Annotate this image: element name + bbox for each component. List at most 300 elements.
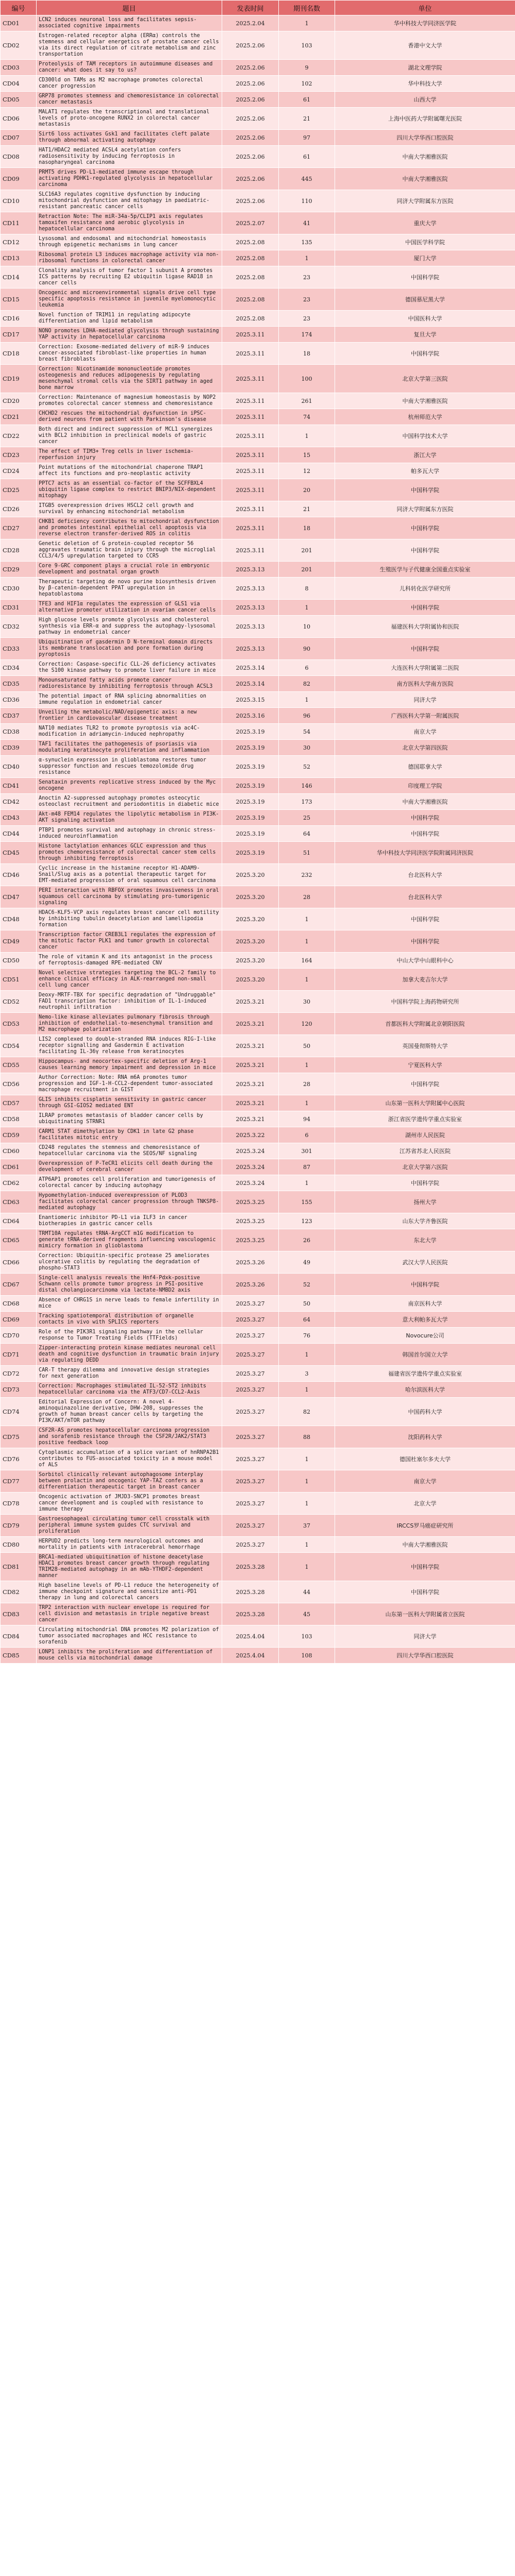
cell-id: CD13: [1, 250, 37, 266]
cell-id: CD77: [1, 1470, 37, 1493]
table-row: [1, 517, 515, 539]
table-row: [1, 1382, 515, 1398]
header-institution: 单位: [335, 1, 515, 15]
cell-institution: 儿科转化医学研究所: [335, 578, 515, 600]
cell-date: 2025.3.19: [222, 740, 279, 756]
cell-id: CD52: [1, 991, 37, 1013]
cell-title: Histone lactylation enhances GCLC expression and thus promotes chemoresistance of colorectal cancer stem cells through inhibiting ferroptosis: [37, 842, 222, 864]
cell-date: 2025.3.27: [222, 1366, 279, 1382]
cell-count: 173: [279, 794, 335, 810]
table-row: [1, 740, 515, 756]
cell-title: Therapeutic targeting de novo purine biosynthesis driven by β-catenin-dependent PPAT upregulation in hepatoblastoma: [37, 578, 222, 600]
cell-date: 2025.3.21: [222, 1073, 279, 1095]
cell-title: CARM1 STAT dimethylation by CDK1 in late G2 phase facilitates mitotic entry: [37, 1127, 222, 1143]
cell-institution: 中国科学院: [335, 1073, 515, 1095]
cell-date: 2025.3.13: [222, 600, 279, 616]
cell-title: LIS2 complexed to double-stranded RNA induces RIG-I-like receptor signalling and Gasdermin E activation facilitating IL-36γ release from keratinocytes: [37, 1035, 222, 1057]
cell-date: 2025.3.26: [222, 1274, 279, 1296]
cell-title: PERI interaction with RBFOX promotes invasiveness in oral squamous cell carcinoma by stimulating pro-tumorigenic signaling: [37, 886, 222, 908]
cell-id: CD81: [1, 1553, 37, 1581]
header-date: 发表时间: [222, 1, 279, 15]
cell-id: CD28: [1, 539, 37, 562]
cell-date: 2025.3.27: [222, 1426, 279, 1448]
table-row: [1, 930, 515, 953]
table-row: [1, 108, 515, 130]
cell-date: 2025.3.22: [222, 1127, 279, 1143]
cell-title: Monounsaturated fatty acids promote cancer radioresistance by inhibiting ferroptosis through ACSL3: [37, 676, 222, 692]
cell-institution: 北京大学第三医院: [335, 365, 515, 393]
cell-date: 2025.3.16: [222, 708, 279, 724]
cell-id: CD17: [1, 327, 37, 343]
cell-count: 45: [279, 1603, 335, 1625]
cell-institution: 台北医科大学: [335, 864, 515, 886]
cell-title: Oncogenic activation of JMJD3-SNCP1 promotes breast cancer development and is coupled with resistance to immune therapy: [37, 1493, 222, 1515]
cell-institution: 山东大学齐鲁医院: [335, 1213, 515, 1229]
cell-id: CD43: [1, 810, 37, 826]
table-row: [1, 31, 515, 60]
cell-count: 49: [279, 1251, 335, 1274]
cell-date: 2025.3.25: [222, 1213, 279, 1229]
table-row: [1, 212, 515, 234]
table-row: [1, 539, 515, 562]
cell-count: 41: [279, 212, 335, 234]
table-row: [1, 953, 515, 969]
table-row: [1, 864, 515, 886]
cell-id: CD29: [1, 562, 37, 578]
cell-institution: 南京大学: [335, 724, 515, 740]
table-row: [1, 1493, 515, 1515]
cell-institution: 四川大学华西口腔医院: [335, 130, 515, 146]
cell-title: PPTC7 acts as an essential co-factor of the SCFFBXL4 ubiquitin ligase complex to restrict BNIP3/NIX-dependent mitophagy: [37, 479, 222, 501]
cell-count: 1: [279, 1553, 335, 1581]
cell-title: Lysosomal and endosomal and mitochondrial homeostasis through epigenetic mechanisms in lung cancer: [37, 234, 222, 250]
cell-id: CD23: [1, 447, 37, 463]
table-row: [1, 130, 515, 146]
cell-institution: 同济大学: [335, 692, 515, 708]
cell-date: 2025.3.21: [222, 1111, 279, 1127]
cell-count: 23: [279, 289, 335, 311]
cell-id: CD54: [1, 1035, 37, 1057]
cell-count: 103: [279, 1625, 335, 1648]
cell-count: 301: [279, 1143, 335, 1159]
cell-title: LCN2 induces neuronal loss and facilitates sepsis-associated cognitive impairments: [37, 15, 222, 31]
table-row: [1, 826, 515, 842]
cell-count: 28: [279, 1073, 335, 1095]
cell-date: 2025.3.20: [222, 953, 279, 969]
cell-count: 1: [279, 15, 335, 31]
cell-count: 9: [279, 60, 335, 76]
table-row: [1, 409, 515, 425]
cell-date: 2025.3.21: [222, 991, 279, 1013]
cell-id: CD67: [1, 1274, 37, 1296]
cell-count: 96: [279, 708, 335, 724]
cell-title: Author Correction: Note: RNA m6A promotes tumor progression and IGF-1-H-CCL2-dependent tumor-associated macrophage recruitment in GIST: [37, 1073, 222, 1095]
cell-date: 2025.3.21: [222, 1095, 279, 1111]
cell-institution: 华中科技大学: [335, 76, 515, 92]
cell-title: Anoctin A2-suppressed autophagy promotes osteocytic osteoclast recruitment and periodontitis in diabetic mice: [37, 794, 222, 810]
cell-title: Hippocampus- and neocortex-specific deletion of Arg-1 causes learning memory impairment and depression in mice: [37, 1057, 222, 1073]
cell-institution: 中国医学科学院: [335, 234, 515, 250]
cell-institution: 帕多瓦大学: [335, 463, 515, 479]
table-row: [1, 425, 515, 447]
cell-title: Core 9-GRC component plays a crucial role in embryonic development and postnatal organ growth: [37, 562, 222, 578]
table-row: [1, 1159, 515, 1175]
cell-institution: 东北大学: [335, 1229, 515, 1251]
cell-id: CD18: [1, 343, 37, 365]
cell-id: CD82: [1, 1581, 37, 1603]
cell-count: 50: [279, 1296, 335, 1312]
cell-title: Akt-m48 FEM14 regulates the lipolytic metabolism in PI3K-AKT signaling activation: [37, 810, 222, 826]
cell-count: 108: [279, 1648, 335, 1664]
cell-date: 2025.2.07: [222, 212, 279, 234]
cell-title: Correction: Nicotinamide mononucleotide promotes osteogenesis and reduces adipogenesis by regulating mesenchymal stromal cells via the SIRT1 pathway in aged bone marrow: [37, 365, 222, 393]
cell-date: 2025.3.25: [222, 1191, 279, 1213]
cell-date: 2025.3.11: [222, 501, 279, 517]
cell-title: Sorbitol clinically relevant autophagosome interplay between prolactin and oncogenic YAP-TAZ confers as a differentiation therapeutic target in breast cancer: [37, 1470, 222, 1493]
cell-count: 23: [279, 311, 335, 327]
cell-title: Novel function of TRIM11 in regulating adipocyte differentiation and lipid metabolism: [37, 311, 222, 327]
cell-date: 2025.3.27: [222, 1328, 279, 1344]
cell-title: Role of the PIK3R1 signaling pathway in the cellular response to Tumor Treating Fields (TTFields): [37, 1328, 222, 1344]
table-row: [1, 1398, 515, 1426]
cell-count: 61: [279, 146, 335, 168]
cell-institution: 扬州大学: [335, 1191, 515, 1213]
header-row: [1, 1, 515, 15]
cell-institution: 福建医科大学附属协和医院: [335, 616, 515, 638]
cell-id: CD08: [1, 146, 37, 168]
cell-institution: 中国科学院: [335, 479, 515, 501]
cell-institution: 中国药科大学: [335, 1398, 515, 1426]
cell-id: CD71: [1, 1344, 37, 1366]
cell-institution: 浙江大学: [335, 447, 515, 463]
table-row: [1, 501, 515, 517]
cell-institution: 山东第一医科大学附属省立医院: [335, 1603, 515, 1625]
table-row: [1, 842, 515, 864]
cell-count: 1: [279, 1344, 335, 1366]
table-row: [1, 1448, 515, 1470]
cell-count: 1: [279, 908, 335, 930]
cell-institution: IRCCS罗马癌症研究所: [335, 1515, 515, 1537]
cell-institution: 哈尔滨医科大学: [335, 1382, 515, 1398]
cell-date: 2025.2.06: [222, 31, 279, 60]
table-row: [1, 1191, 515, 1213]
cell-date: 2025.3.11: [222, 393, 279, 409]
cell-institution: 上海中医药大学附属曙光医院: [335, 108, 515, 130]
table-row: [1, 1648, 515, 1664]
table-row: [1, 886, 515, 908]
table-row: [1, 234, 515, 250]
cell-id: CD75: [1, 1426, 37, 1448]
cell-title: Ribosomal protein L3 induces macrophage activity via non-ribosomal functions in colorectal cancer: [37, 250, 222, 266]
cell-institution: 中国科学院: [335, 810, 515, 826]
cell-count: 28: [279, 886, 335, 908]
cell-institution: 德国杜塞尔多夫大学: [335, 1448, 515, 1470]
cell-id: CD09: [1, 168, 37, 190]
cell-institution: 中南大学湘雅医院: [335, 393, 515, 409]
cell-institution: 中国科学院: [335, 266, 515, 289]
cell-institution: 中国科学院上海药物研究所: [335, 991, 515, 1013]
cell-institution: 中国科学院: [335, 539, 515, 562]
cell-title: CSF2R-AS promotes hepatocellular carcinoma progression and sorafenib resistance through the CSF2R/JAK2/STAT3 positive feedback loop: [37, 1426, 222, 1448]
cell-institution: 华中科技大学同济医学院附属同济医院: [335, 842, 515, 864]
cell-count: 261: [279, 393, 335, 409]
cell-institution: 山东第一医科大学附属中心医院: [335, 1095, 515, 1111]
cell-institution: 中国科学院: [335, 343, 515, 365]
cell-count: 1: [279, 969, 335, 991]
table-row: [1, 1229, 515, 1251]
cell-institution: 生殖医学与子代健康全国重点实验室: [335, 562, 515, 578]
cell-institution: 北京大学第四医院: [335, 740, 515, 756]
table-row: [1, 311, 515, 327]
cell-title: Cyclic increase in the histamine receptor H1-ADAM9-Snail/Slug axis as a potential therapeutic target for EMT-mediated progression of oral squamous cell carcinoma: [37, 864, 222, 886]
cell-title: Nemo-like kinase alleviates pulmonary fibrosis through inhibition of endothelial-to-mesenchymal transition and M2 macrophage polarization: [37, 1013, 222, 1035]
cell-date: 2025.3.28: [222, 1581, 279, 1603]
table-row: [1, 908, 515, 930]
cell-date: 2025.3.11: [222, 327, 279, 343]
cell-date: 2025.3.20: [222, 908, 279, 930]
table-row: [1, 1013, 515, 1035]
cell-count: 164: [279, 953, 335, 969]
cell-date: 2025.3.19: [222, 756, 279, 778]
cell-count: 37: [279, 1515, 335, 1537]
cell-count: 30: [279, 740, 335, 756]
cell-id: CD01: [1, 15, 37, 31]
table-row: [1, 1095, 515, 1111]
table-row: [1, 266, 515, 289]
table-row: [1, 810, 515, 826]
cell-count: 97: [279, 130, 335, 146]
cell-institution: 德国耶拿大学: [335, 756, 515, 778]
header-title: 题目: [37, 1, 222, 15]
cell-id: CD31: [1, 600, 37, 616]
cell-title: LONP1 inhibits the proliferation and differentiation of mouse cells via mitochondrial damage: [37, 1648, 222, 1664]
cell-date: 2025.3.26: [222, 1251, 279, 1274]
cell-date: 2025.2.06: [222, 190, 279, 212]
cell-date: 2025.3.27: [222, 1312, 279, 1328]
cell-id: CD64: [1, 1213, 37, 1229]
cell-count: 26: [279, 1229, 335, 1251]
cell-id: CD51: [1, 969, 37, 991]
cell-date: 2025.3.11: [222, 409, 279, 425]
cell-date: 2025.2.08: [222, 289, 279, 311]
cell-institution: 中国科学院: [335, 1581, 515, 1603]
cell-title: CHKB1 deficiency contributes to mitochondrial dysfunction and promotes intestinal epithelial cell apoptosis via reverse electron transfer-derived ROS in colitis: [37, 517, 222, 539]
cell-title: The effect of TIM3+ Treg cells in liver ischemia-reperfusion injury: [37, 447, 222, 463]
cell-institution: 中国科学院: [335, 517, 515, 539]
cell-date: 2025.3.15: [222, 692, 279, 708]
cell-id: CD70: [1, 1328, 37, 1344]
cell-count: 146: [279, 778, 335, 794]
cell-count: 232: [279, 864, 335, 886]
cell-title: GRP78 promotes stemness and chemoresistance in colorectal cancer metastasis: [37, 92, 222, 108]
cell-title: HDAC6-KLF5-VCP axis regulates breast cancer cell motility by inhibiting tubulin deacetylation and lamellipodia formation: [37, 908, 222, 930]
cell-id: CD25: [1, 479, 37, 501]
cell-count: 74: [279, 409, 335, 425]
cell-title: HAT1/HDAC2 mediated ACSL4 acetylation confers radiosensitivity by inducing ferroptosis in nasopharyngeal carcinoma: [37, 146, 222, 168]
cell-id: CD33: [1, 638, 37, 660]
table-row: [1, 1426, 515, 1448]
cell-date: 2025.4.04: [222, 1625, 279, 1648]
cell-count: 135: [279, 234, 335, 250]
cell-id: CD40: [1, 756, 37, 778]
cell-date: 2025.3.11: [222, 343, 279, 365]
cell-id: CD41: [1, 778, 37, 794]
cell-date: 2025.2.08: [222, 234, 279, 250]
cell-date: 2025.2.08: [222, 311, 279, 327]
cell-title: TRMT10A regulates tRNA-ArgCCT m1G modification to generate tRNA-derived fragments influencing vasculogenic mimicry formation in glioblastoma: [37, 1229, 222, 1251]
cell-count: 30: [279, 991, 335, 1013]
cell-institution: 德国慕尼黑大学: [335, 289, 515, 311]
cell-title: Clonality analysis of tumor factor 1 subunit A promotes ICS patterns by recruiting E2 ubiquitin ligase RAD18 in cancer cells: [37, 266, 222, 289]
cell-title: Gastroesophageal circulating tumor cell crosstalk with peripheral immune system guides CTC survival and proliferation: [37, 1515, 222, 1537]
cell-count: 174: [279, 327, 335, 343]
cell-title: Oncogenic and microenvironmental signals drive cell type specific apoptosis resistance in juvenile myelomonocytic leukemia: [37, 289, 222, 311]
cell-title: Circulating mitochondrial DNA promotes M2 polarization of tumor associated macrophages and HCC resistance to sorafenib: [37, 1625, 222, 1648]
cell-count: 94: [279, 1111, 335, 1127]
table-row: [1, 1175, 515, 1191]
cell-institution: 同济大学附属东方医院: [335, 501, 515, 517]
cell-title: α-synuclein expression in glioblastoma restores tumor suppressor function and rescues temozolomide drug resistance: [37, 756, 222, 778]
cell-title: Genetic deletion of G protein-coupled receptor 56 aggravates traumatic brain injury through the microglial CCL3/4/5 upregulation targeted to CCR5: [37, 539, 222, 562]
cell-id: CD84: [1, 1625, 37, 1648]
table-row: [1, 1625, 515, 1648]
cell-id: CD34: [1, 660, 37, 676]
cell-id: CD79: [1, 1515, 37, 1537]
cell-count: 123: [279, 1213, 335, 1229]
cell-date: 2025.2.06: [222, 168, 279, 190]
cell-count: 87: [279, 1159, 335, 1175]
cell-id: CD56: [1, 1073, 37, 1095]
cell-count: 445: [279, 168, 335, 190]
cell-institution: 同济大学附属东方医院: [335, 190, 515, 212]
cell-title: Cytoplasmic accumulation of a splice variant of hnRNPA2B1 contributes to FUS-associated toxicity in a mouse model of ALS: [37, 1448, 222, 1470]
cell-institution: 香港中文大学: [335, 31, 515, 60]
cell-institution: 中国科学院: [335, 930, 515, 953]
cell-institution: 中国科学院: [335, 1553, 515, 1581]
cell-count: 20: [279, 479, 335, 501]
cell-institution: 宁夏医科大学: [335, 1057, 515, 1073]
cell-date: 2025.3.14: [222, 676, 279, 692]
cell-count: 1: [279, 1382, 335, 1398]
table-row: [1, 578, 515, 600]
cell-institution: 首都医科大学附属北京朝阳医院: [335, 1013, 515, 1035]
table-row: [1, 724, 515, 740]
cell-date: 2025.3.11: [222, 365, 279, 393]
cell-count: 155: [279, 1191, 335, 1213]
table-row: [1, 1366, 515, 1382]
cell-id: CD35: [1, 676, 37, 692]
table-row: [1, 991, 515, 1013]
cell-date: 2025.2.06: [222, 130, 279, 146]
cell-institution: 武汉大学人民医院: [335, 1251, 515, 1274]
cell-id: CD14: [1, 266, 37, 289]
table-row: [1, 393, 515, 409]
cell-id: CD03: [1, 60, 37, 76]
table-row: [1, 1111, 515, 1127]
cell-date: 2025.3.27: [222, 1448, 279, 1470]
cell-title: HERPUD2 predicts long-term neurological outcomes and mortality in patients with intracerebral hemorrhage: [37, 1537, 222, 1553]
table-row: [1, 479, 515, 501]
header-count: 期刊名数: [279, 1, 335, 15]
cell-date: 2025.3.27: [222, 1296, 279, 1312]
cell-id: CD26: [1, 501, 37, 517]
cell-date: 2025.3.13: [222, 562, 279, 578]
cell-title: Senataxin prevents replicative stress induced by the Myc oncogene: [37, 778, 222, 794]
cell-title: Single-cell analysis reveals the Hnf4-Pdxk-positive Schwann cells promote tumor progress in PSI-positive distal cholangiocarcinoma via lactate-NMBD2 axis: [37, 1274, 222, 1296]
cell-count: 52: [279, 756, 335, 778]
table-row: [1, 1537, 515, 1553]
cell-count: 15: [279, 447, 335, 463]
cell-title: Correction: Exosome-mediated delivery of miR-9 induces cancer-associated fibroblast-like properties in human breast fibroblasts: [37, 343, 222, 365]
cell-title: PRMT5 drives PD-L1-mediated immune escape through activating PDHK1-regulated glycolysis in hepatocellular carcinoma: [37, 168, 222, 190]
cell-id: CD20: [1, 393, 37, 409]
cell-count: 82: [279, 1398, 335, 1426]
cell-institution: 中国科学院: [335, 638, 515, 660]
cell-id: CD12: [1, 234, 37, 250]
cell-institution: 中国科学院: [335, 1274, 515, 1296]
cell-date: 2025.3.25: [222, 1229, 279, 1251]
cell-date: 2025.3.20: [222, 886, 279, 908]
cell-institution: 南京医科大学: [335, 1296, 515, 1312]
cell-count: 90: [279, 638, 335, 660]
cell-institution: 印度理工学院: [335, 778, 515, 794]
cell-count: 21: [279, 501, 335, 517]
cell-id: CD66: [1, 1251, 37, 1274]
cell-date: 2025.3.19: [222, 778, 279, 794]
cell-institution: 中国科学院: [335, 908, 515, 930]
cell-institution: 重庆大学: [335, 212, 515, 234]
cell-title: Retraction Note: The miR-34a-5p/CLIP1 axis regulates tamoxifen resistance and aerobic glycolysis in hepatocellular carcinoma: [37, 212, 222, 234]
cell-date: 2025.3.19: [222, 842, 279, 864]
cell-date: 2025.3.13: [222, 578, 279, 600]
cell-date: 2025.3.21: [222, 1057, 279, 1073]
table-row: [1, 794, 515, 810]
cell-title: Point mutations of the mitochondrial chaperone TRAP1 affect its functions and pro-neoplastic activity: [37, 463, 222, 479]
cell-id: CD76: [1, 1448, 37, 1470]
cell-id: CD78: [1, 1493, 37, 1515]
cell-id: CD11: [1, 212, 37, 234]
cell-count: 1: [279, 1175, 335, 1191]
table-row: [1, 969, 515, 991]
cell-institution: Novocure公司: [335, 1328, 515, 1344]
cell-id: CD73: [1, 1382, 37, 1398]
cell-date: 2025.3.20: [222, 864, 279, 886]
cell-date: 2025.2.06: [222, 92, 279, 108]
cell-id: CD72: [1, 1366, 37, 1382]
cell-institution: 加拿大麦吉尔大学: [335, 969, 515, 991]
cell-count: 25: [279, 810, 335, 826]
table-row: [1, 1553, 515, 1581]
table-row: [1, 1312, 515, 1328]
cell-id: CD19: [1, 365, 37, 393]
cell-count: 1: [279, 930, 335, 953]
cell-title: GLIS inhibits cisplatin sensitivity in gastric cancer through GSI-GIOS2 mediated ENT: [37, 1095, 222, 1111]
cell-count: 201: [279, 539, 335, 562]
cell-title: Sirt6 loss activates Gsk1 and facilitates cleft palate through abnormal activating autophagy: [37, 130, 222, 146]
cell-count: 1: [279, 1470, 335, 1493]
cell-institution: 湖北文理学院: [335, 60, 515, 76]
table-row: [1, 638, 515, 660]
cell-id: CD80: [1, 1537, 37, 1553]
cell-institution: 杭州师范大学: [335, 409, 515, 425]
cell-institution: 福建省医学遗传学重点实验室: [335, 1366, 515, 1382]
cell-institution: 江苏省苏北人民医院: [335, 1143, 515, 1159]
cell-title: BRCA1-mediated ubiquitination of histone deacetylase HDAC1 promotes breast cancer growth through regulating TRIM28-mediated autophagy in an mAb-YTHDF2-dependent manner: [37, 1553, 222, 1581]
cell-date: 2025.2.08: [222, 266, 279, 289]
cell-institution: 中国科学技术大学: [335, 425, 515, 447]
table-row: [1, 343, 515, 365]
cell-title: Novel selective strategies targeting the BCL-2 family to enhance clinical efficacy in ALK-rearranged non-small cell lung cancer: [37, 969, 222, 991]
